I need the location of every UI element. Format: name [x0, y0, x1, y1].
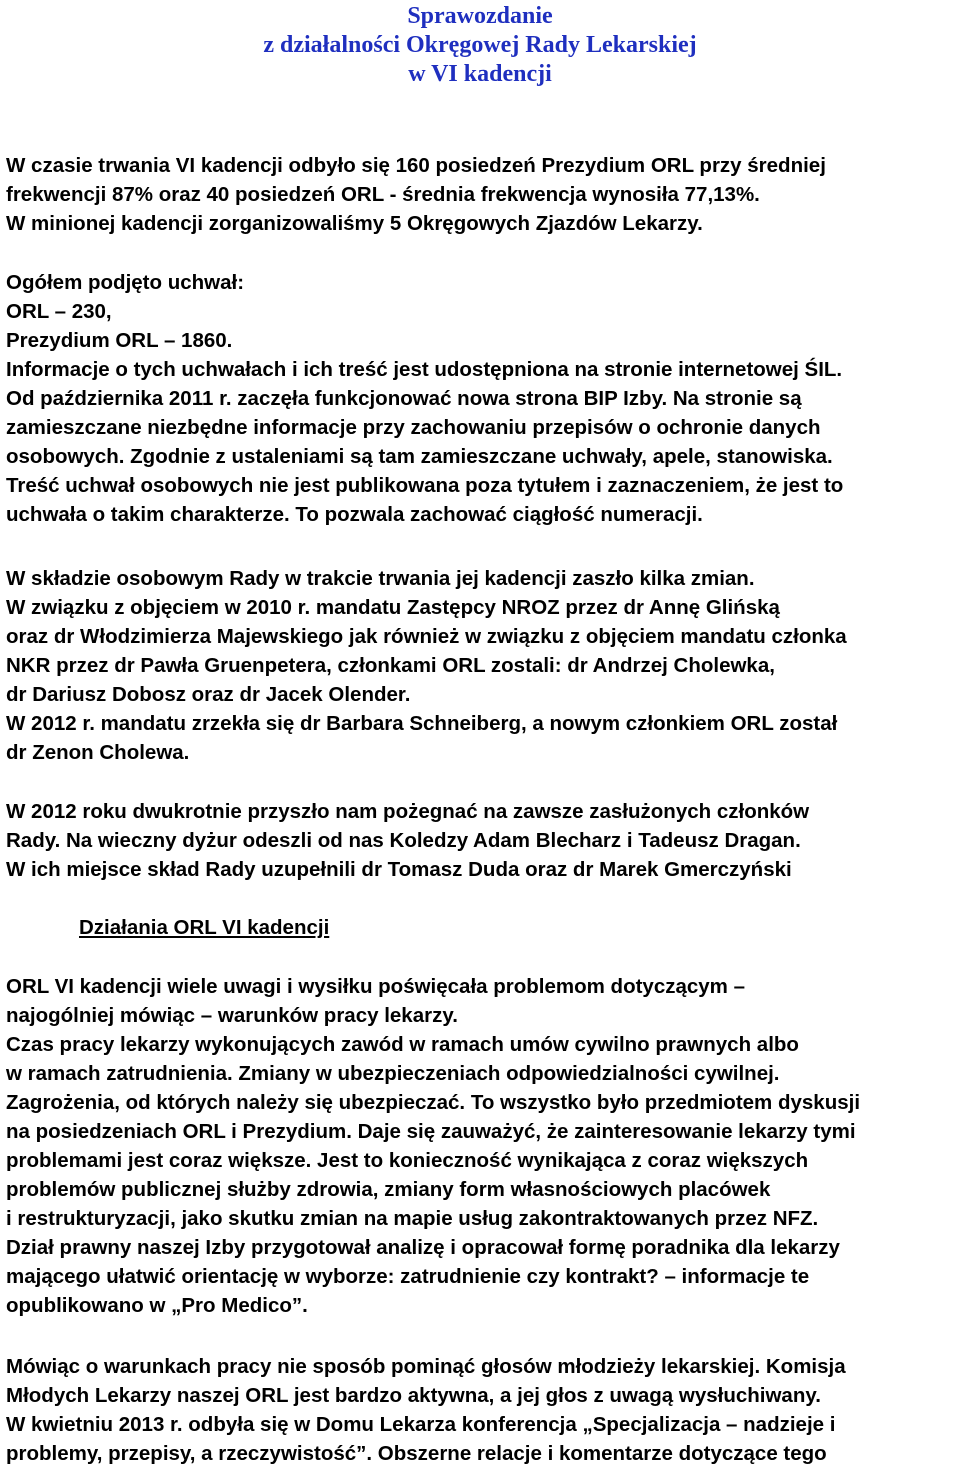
text-line: Czas pracy lekarzy wykonujących zawód w ramach umów cywilno prawnych albo — [6, 1033, 799, 1056]
paragraph-young-doctors — [6, 1352, 956, 1468]
text-line: zamieszczane niezbędne informacje przy zachowaniu przepisów o ochronie danych — [6, 416, 821, 439]
text-line: problemami jest coraz większe. Jest to konieczność wynikająca z coraz większych — [6, 1149, 809, 1172]
text-line: mającego ułatwić orientację w wyborze: zatrudnienie czy kontrakt? – informacje te — [6, 1265, 810, 1288]
text-line: Młodych Lekarzy naszej ORL jest bardzo aktywna, a jej głos z uwagą wysłuchiwany. — [6, 1384, 821, 1407]
title-line: z działalności Okręgowej Rady Lekarskiej — [263, 32, 697, 58]
text-line: dr Zenon Cholewa. — [6, 741, 190, 764]
text-line: W 2012 roku dwukrotnie przyszło nam pożegnać na zawsze zasłużonych członków — [6, 800, 810, 823]
paragraph-resolutions — [6, 268, 956, 529]
text-line: Mówiąc o warunkach pracy nie sposób pominąć głosów młodzieży lekarskiej. Komisja — [6, 1355, 846, 1378]
text-line: frekwencji 87% oraz 40 posiedzeń ORL - średnia frekwencja wynosiła 77,13%. — [6, 183, 760, 206]
text-line: oraz dr Włodzimierza Majewskiego jak również w związku z objęciem mandatu członka — [6, 625, 847, 648]
text-line: W związku z objęciem w 2010 r. mandatu Zastępcy NROZ przez dr Annę Glińską — [6, 596, 780, 619]
text-line: W czasie trwania VI kadencji odbyło się 160 posiedzeń Prezydium ORL przy średniej — [6, 154, 826, 177]
text-line: W ich miejsce skład Rady uzupełnili dr Tomasz Duda oraz dr Marek Gmerczyński — [6, 858, 792, 881]
text-line: W minionej kadencji zorganizowaliśmy 5 Okręgowych Zjazdów Lekarzy. — [6, 212, 703, 235]
text-line: w ramach zatrudnienia. Zmiany w ubezpieczeniach odpowiedzialności cywilnej. — [6, 1062, 780, 1085]
paragraph-memoriam — [6, 797, 956, 884]
text-line: NKR przez dr Pawła Gruenpetera, członkami ORL zostali: dr Andrzej Cholewka, — [6, 654, 775, 677]
paragraph-activities — [6, 972, 956, 1320]
title-line: Sprawozdanie — [407, 3, 553, 29]
text-line: Ogółem podjęto uchwał: — [6, 271, 245, 294]
text-line: osobowych. Zgodnie z ustaleniami są tam zamieszczane uchwały, apele, stanowiska. — [6, 445, 833, 468]
text-line: i restrukturyzacji, jako skutku zmian na mapie usług zakontraktowanych przez NFZ. — [6, 1207, 819, 1230]
text-line: problemy, przepisy, a rzeczywistość”. Obszerne relacje i komentarze dotyczące tego — [6, 1442, 827, 1465]
text-line: W 2012 r. mandatu zrzekła się dr Barbara Schneiberg, a nowym członkiem ORL został — [6, 712, 838, 735]
text-line: Treść uchwał osobowych nie jest publikowana poza tytułem i zaznaczeniem, że jest to — [6, 474, 844, 497]
text-line: W składzie osobowym Rady w trakcie trwania jej kadencji zaszło kilka zmian. — [6, 567, 755, 590]
section-heading: Działania ORL VI kadencji — [79, 916, 330, 939]
text-line: problemów publicznej służby zdrowia, zmiany form własnościowych placówek — [6, 1178, 771, 1201]
text-line: Zagrożenia, od których należy się ubezpieczać. To wszystko było przedmiotem dyskusji — [6, 1091, 861, 1114]
text-line: Informacje o tych uchwałach i ich treść jest udostępniona na stronie internetowej ŚIL. — [6, 358, 843, 381]
paragraph-composition — [6, 564, 956, 767]
text-line: najogólniej mówiąc – warunków pracy lekarzy. — [6, 1004, 458, 1027]
title-line: w VI kadencji — [408, 61, 552, 87]
text-line: Rady. Na wieczny dyżur odeszli od nas Koledzy Adam Blecharz i Tadeusz Dragan. — [6, 829, 801, 852]
text-line: W kwietniu 2013 r. odbyła się w Domu Lekarza konferencja „Specjalizacja – nadzieje i — [6, 1413, 836, 1436]
text-line: na posiedzeniach ORL i Prezydium. Daje się zauważyć, że zainteresowanie lekarzy tymi — [6, 1120, 856, 1143]
text-line: opublikowano w „Pro Medico”. — [6, 1294, 308, 1317]
text-line: dr Dariusz Dobosz oraz dr Jacek Olender. — [6, 683, 411, 706]
text-line: ORL – 230, — [6, 300, 112, 323]
document-title — [0, 2, 960, 89]
text-line: Od października 2011 r. zaczęła funkcjonować nowa strona BIP Izby. Na stronie są — [6, 387, 802, 410]
text-line: ORL VI kadencji wiele uwagi i wysiłku poświęcała problemom dotyczącym – — [6, 975, 746, 998]
text-line: uchwała o takim charakterze. To pozwala zachować ciągłość numeracji. — [6, 503, 703, 526]
text-line: Prezydium ORL – 1860. — [6, 329, 233, 352]
paragraph-sessions — [6, 151, 956, 238]
text-line: Dział prawny naszej Izby przygotował analizę i opracował formę poradnika dla lekarzy — [6, 1236, 840, 1259]
